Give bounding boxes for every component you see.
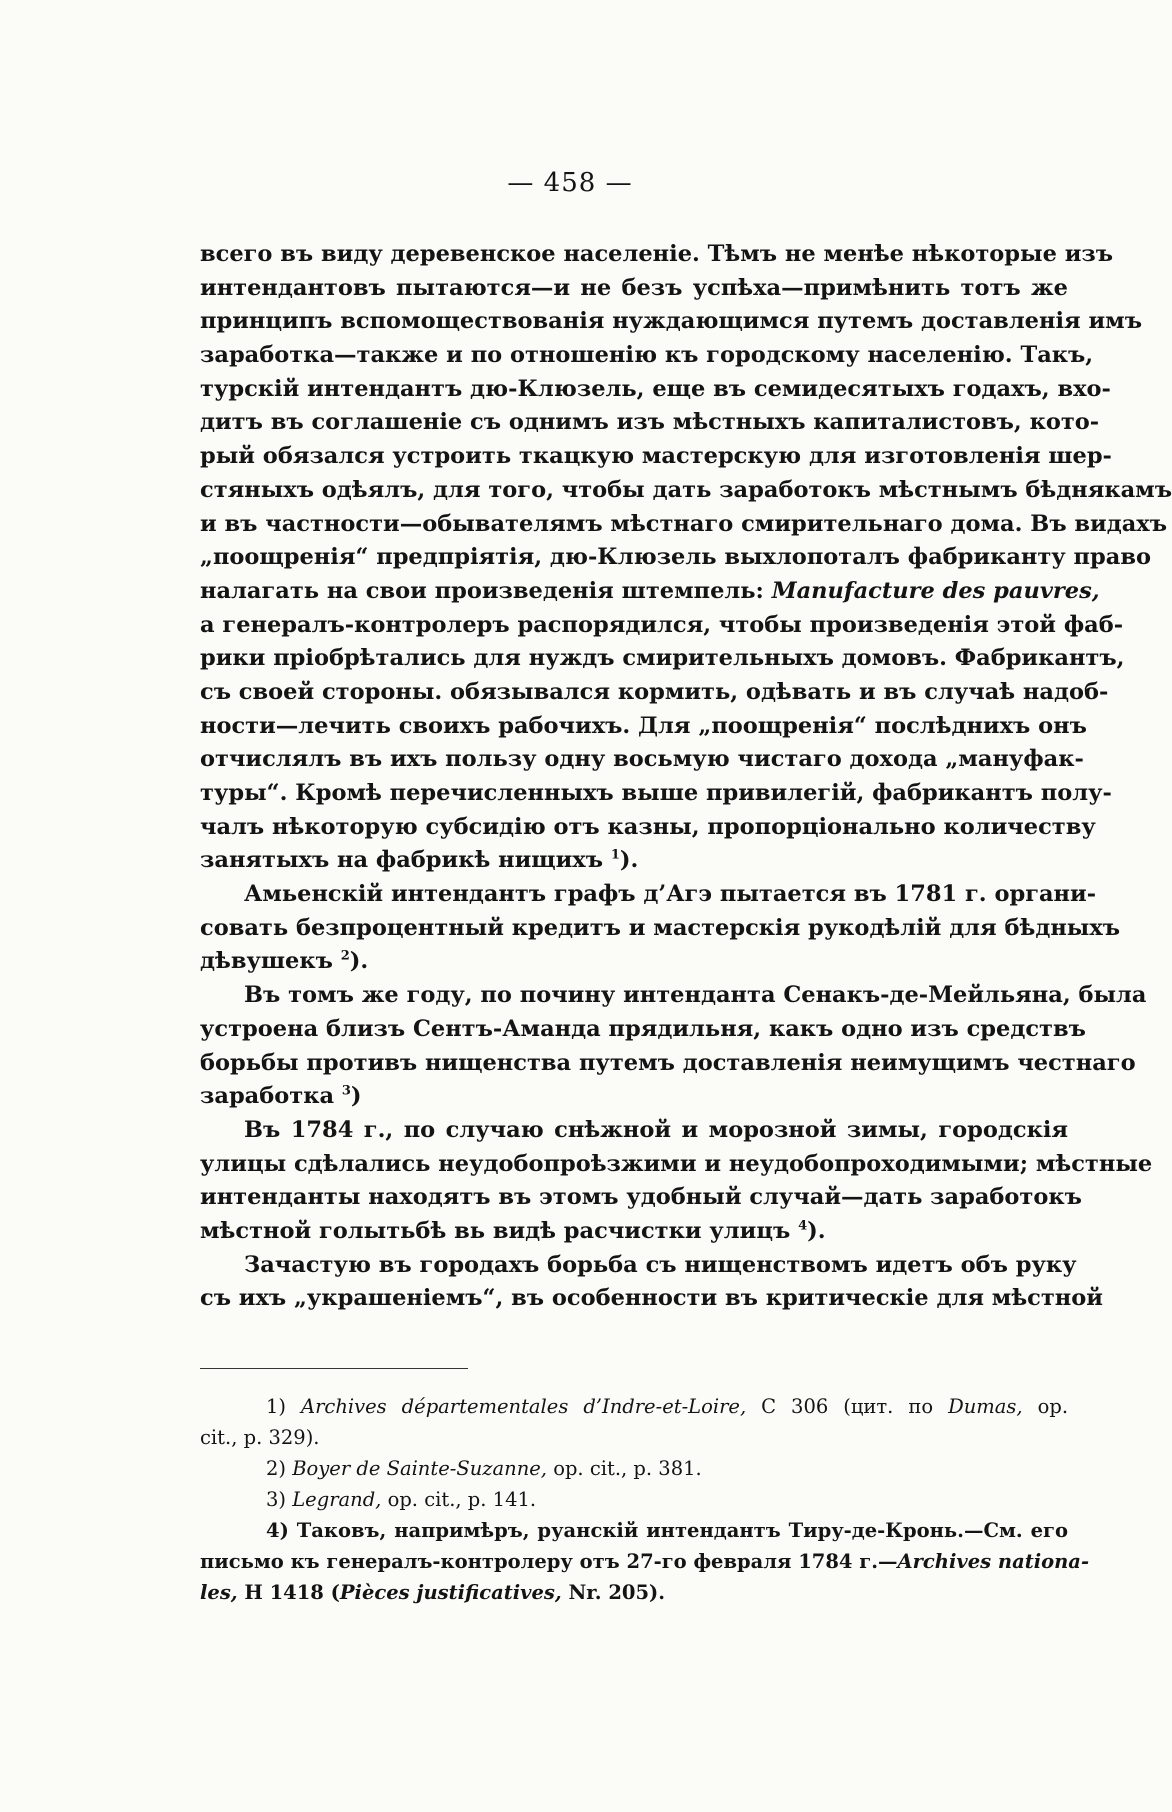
text-line: а генералъ-контролеръ распорядился, чтобы произведенія этой фаб-: [200, 611, 1124, 638]
footnote-divider: [200, 1368, 468, 1369]
text-line: турскій интендантъ дю-Клюзель, еще въ семидесятыхъ годахъ, вхо-: [200, 375, 1111, 402]
text-line: заработка $^3$): [200, 1083, 362, 1110]
text-line: туры“. Кромѣ перечисленныхъ выше привилегій, фабрикантъ полу-: [200, 780, 1112, 806]
footnote-line: письмо къ генералъ-контролеру отъ 27-го февраля 1784 г.—Archives nationa-: [200, 1550, 1090, 1573]
text-line: чалъ нѣкоторую субсидію отъ казны, пропорціонально количеству: [200, 813, 1096, 840]
text-line: стяныхъ одѣялъ, для того, чтобы дать заработокъ мѣстнымъ бѣднякамъ: [200, 476, 1172, 503]
text-line: улицы сдѣлались неудобопроѣзжими и неудобопроходимыми; мѣстные: [200, 1150, 1153, 1177]
text-line: рики пріобрѣтались для нуждъ смирительныхъ домовъ. Фабрикантъ,: [200, 645, 1125, 672]
text-line: Въ томъ же году, по почину интенданта Сенакъ-де-Мейльяна, была: [244, 982, 1147, 1009]
footnote-line: les, H 1418 (Pièces justificatives, Nr. 205).: [200, 1581, 666, 1604]
page-number: — 458 —: [507, 168, 633, 198]
text-line: интендантовъ пытаются—и не безъ успѣха—примѣнить тотъ же: [200, 274, 1068, 301]
footnotes: [200, 1391, 1090, 1608]
text-line: съ своей стороны. обязывался кормить, одѣвать и въ случаѣ надоб-: [200, 678, 1109, 705]
footnote-line: cit., p. 329).: [200, 1426, 320, 1449]
text-line: дѣвушекъ $^2$).: [200, 948, 369, 975]
text-line: налагать на свои произведенія штемпель: Manufacture des pauvres,: [200, 577, 1100, 604]
footnote-line: 4) Таковъ, напримѣръ, руанскій интендантъ Тиру-де-Кронь.—См. его: [266, 1519, 1068, 1542]
text-line: мѣстной голытьбѣ вь видѣ расчистки улицъ $^4$).: [200, 1217, 826, 1244]
footnote-line: 2) Boyer de Sainte-Suzanne, op. cit., p. 381.: [266, 1457, 702, 1480]
text-line: Амьенскій интендантъ графъ д’Агэ пытается въ 1781 г. органи-: [244, 881, 1097, 908]
text-line: рый обязался устроить ткацкую мастерскую для изготовленія шер-: [200, 443, 1112, 470]
footnote-marker: 1: [610, 847, 620, 863]
text-line: принципъ вспомоществованія нуждающимся путемъ доставленія имъ: [200, 308, 1142, 335]
text-line: совать безпроцентный кредитъ и мастерскія рукодѣлій для бѣдныхъ: [200, 914, 1121, 941]
text-line: и въ частности—обывателямъ мѣстнаго смирительнаго дома. Въ видахъ: [200, 510, 1167, 537]
text-line: заработка—также и по отношенію къ городскому населенію. Такъ,: [200, 342, 1094, 369]
text-line: всего въ виду деревенское населеніе. Тѣмъ не менѣе нѣкоторые изъ: [200, 241, 1114, 267]
text-line: занятыхъ на фабрикѣ нищихъ $^1$).: [200, 847, 639, 874]
footnote-line: 3) Legrand, op. cit., p. 141.: [266, 1488, 537, 1511]
text-line: борьбы противъ нищенства путемъ доставленія неимущимъ честнаго: [200, 1049, 1136, 1076]
text-line: интенданты находятъ въ этомъ удобный случай—дать заработокъ: [200, 1184, 1082, 1211]
footnote-line: 1) Archives départementales d’Indre-et-Loire, C 306 (цит. по Dumas, op.: [266, 1395, 1069, 1418]
text-line: Въ 1784 г., по случаю снѣжной и морозной зимы, городскія: [244, 1116, 1068, 1143]
footnote-marker: 2: [340, 948, 350, 964]
text-line: съ ихъ „украшеніемъ“, въ особенности въ критическіе для мѣстной: [200, 1285, 1103, 1312]
text-line: отчислялъ въ ихъ пользу одну восьмую чистаго дохода „мануфак-: [200, 746, 1084, 773]
text-line: дитъ въ соглашеніе съ однимъ изъ мѣстныхъ капиталистовъ, кото-: [200, 409, 1100, 436]
text-line: „поощренія“ предпріятія, дю-Клюзель выхлопоталъ фабриканту право: [200, 544, 1151, 571]
footnote-marker: 4: [798, 1218, 808, 1234]
footnote-marker: 3: [341, 1083, 351, 1099]
text-line: устроена близъ Сентъ-Аманда прядильня, какъ одно изъ средствъ: [200, 1015, 1086, 1042]
main-text: [200, 238, 1172, 1316]
text-line: ности—лечить своихъ рабочихъ. Для „поощренія“ послѣднихъ онъ: [200, 712, 1087, 739]
text-line: Зачастую въ городахъ борьба съ нищенствомъ идетъ объ руку: [244, 1251, 1077, 1278]
